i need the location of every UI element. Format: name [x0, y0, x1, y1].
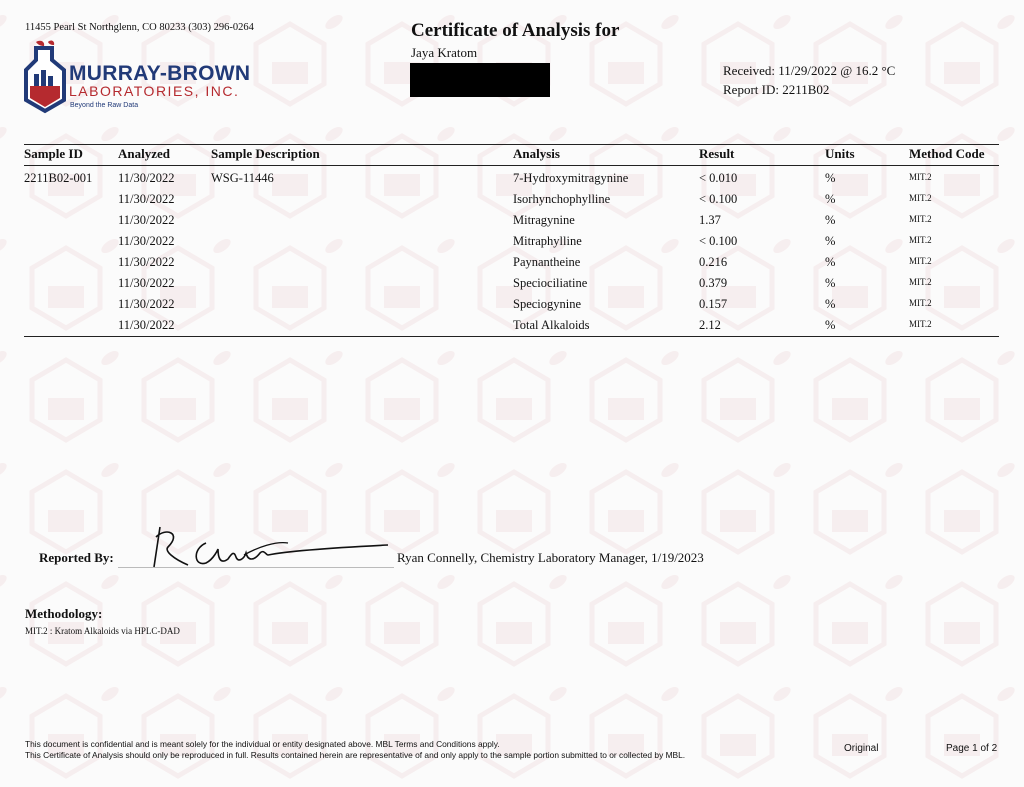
disclaimer-line-1: This document is confidential and is meant solely for the individual or entity designated above. MBL Terms and Conditions apply.	[25, 739, 500, 749]
cell-analysis: Mitraphylline	[513, 234, 582, 248]
col-units: Units	[825, 146, 855, 161]
cell-units: %	[825, 318, 836, 332]
col-method-code: Method Code	[909, 146, 985, 161]
cell-analyzed: 11/30/2022	[118, 192, 175, 206]
cell-analyzed: 11/30/2022	[118, 297, 175, 311]
col-result: Result	[699, 146, 735, 161]
reported-by-label: Reported By:	[39, 550, 114, 565]
cell-analyzed: 11/30/2022	[118, 171, 175, 185]
received-info: Received: 11/29/2022 @ 16.2 °C	[723, 63, 896, 78]
client-name: Jaya Kratom	[411, 45, 478, 60]
cell-units: %	[825, 255, 836, 269]
cell-description: WSG-11446	[211, 171, 274, 185]
flask-logo-icon	[22, 40, 68, 116]
table-top-rule	[24, 144, 999, 145]
cell-analysis: Speciogynine	[513, 297, 582, 311]
cell-method: MIT.2	[909, 256, 932, 266]
table-bottom-rule	[24, 336, 999, 337]
signature-image	[148, 523, 388, 573]
cell-result: 0.216	[699, 255, 728, 269]
cell-result: < 0.100	[699, 234, 738, 248]
cell-analysis: 7-Hydroxymitragynine	[513, 171, 629, 185]
cell-result: < 0.100	[699, 192, 738, 206]
methodology-title: Methodology:	[25, 606, 103, 621]
logo-subtitle: LABORATORIES, INC.	[69, 83, 240, 99]
cell-analysis: Speciociliatine	[513, 276, 588, 290]
redaction-box	[410, 63, 550, 97]
reporter-name: Ryan Connelly, Chemistry Laboratory Manager, 1/19/2023	[397, 550, 704, 565]
disclaimer-line-2: This Certificate of Analysis should only be reproduced in full. Results contained herein are representative of and only apply to the sample portion submitted to or collected by MBL.	[25, 750, 686, 760]
cell-result: 0.157	[699, 297, 728, 311]
lab-address: 11455 Pearl St Northglenn, CO 80233 (303) 296-0264	[25, 22, 254, 33]
cell-method: MIT.2	[909, 277, 932, 287]
cell-analysis: Isorhynchophylline	[513, 192, 611, 206]
cell-analysis: Paynantheine	[513, 255, 581, 269]
logo-tagline: Beyond the Raw Data	[70, 102, 139, 109]
table-header-rule	[24, 165, 999, 166]
cell-sample-id: 2211B02-001	[24, 171, 93, 185]
col-analysis: Analysis	[513, 146, 560, 161]
cell-method: MIT.2	[909, 172, 932, 182]
report-id: Report ID: 2211B02	[723, 82, 830, 97]
col-analyzed: Analyzed	[118, 146, 170, 161]
cell-analyzed: 11/30/2022	[118, 234, 175, 248]
original-label: Original	[844, 743, 879, 754]
cell-analysis: Total Alkaloids	[513, 318, 590, 332]
col-sample-id: Sample ID	[24, 146, 83, 161]
cell-analyzed: 11/30/2022	[118, 255, 175, 269]
cell-analysis: Mitragynine	[513, 213, 575, 227]
logo-wordmark: MURRAY-BROWN	[69, 62, 251, 85]
cell-result: 1.37	[699, 213, 721, 227]
cell-result: 0.379	[699, 276, 728, 290]
cell-units: %	[825, 297, 836, 311]
cell-method: MIT.2	[909, 214, 932, 224]
cell-method: MIT.2	[909, 235, 932, 245]
lab-logo	[22, 40, 267, 116]
cell-analyzed: 11/30/2022	[118, 318, 175, 332]
cell-analyzed: 11/30/2022	[118, 213, 175, 227]
cell-method: MIT.2	[909, 298, 932, 308]
cell-analyzed: 11/30/2022	[118, 276, 175, 290]
cell-result: < 0.010	[699, 171, 738, 185]
methodology-line: MIT.2 : Kratom Alkaloids via HPLC-DAD	[25, 626, 180, 636]
page-number: Page 1 of 2	[946, 743, 998, 754]
cell-units: %	[825, 234, 836, 248]
cell-units: %	[825, 171, 836, 185]
document-title: Certificate of Analysis for	[411, 20, 620, 41]
cell-units: %	[825, 213, 836, 227]
cell-units: %	[825, 276, 836, 290]
col-sample-description: Sample Description	[211, 146, 320, 161]
cell-units: %	[825, 192, 836, 206]
cell-method: MIT.2	[909, 193, 932, 203]
cell-method: MIT.2	[909, 319, 932, 329]
cell-result: 2.12	[699, 318, 721, 332]
